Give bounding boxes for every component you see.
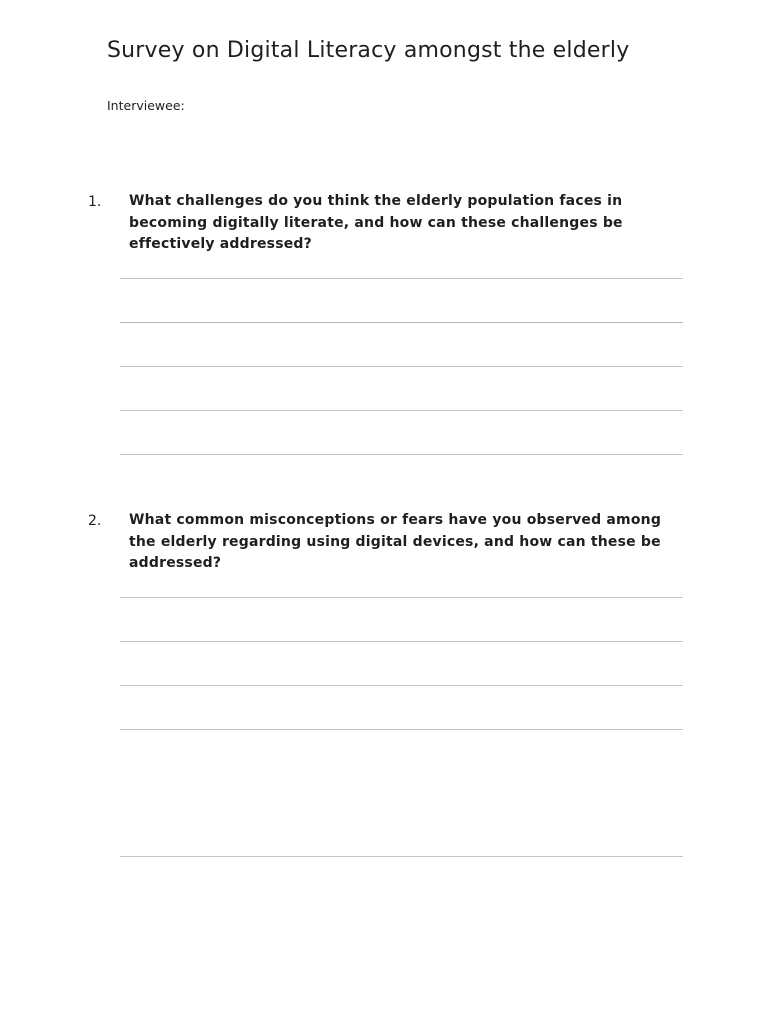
answer-line-2-4[interactable] [120, 729, 683, 730]
answer-line-1-2[interactable] [120, 322, 683, 323]
interviewee-label: Interviewee: [107, 98, 185, 113]
question-2-text: What common misconceptions or fears have you observed among the elderly regarding using digital devices, and how can these be addressed? [129, 512, 662, 571]
question-1-number: 1. [88, 194, 102, 210]
answer-line-1-4[interactable] [120, 410, 683, 411]
answer-line-2-2[interactable] [120, 641, 683, 642]
answer-line-1-3[interactable] [120, 366, 683, 367]
answer-line-2-1[interactable] [120, 597, 683, 598]
answer-line-1-1[interactable] [120, 278, 683, 279]
answer-line-1-5[interactable] [120, 454, 683, 455]
answer-line-2-5[interactable] [120, 856, 683, 857]
question-1-text: What challenges do you think the elderly population faces in becoming digitally literate, and how can these challenges be effectively addressed? [129, 193, 623, 252]
question-2-number: 2. [88, 513, 102, 529]
answer-line-2-3[interactable] [120, 685, 683, 686]
page-title: Survey on Digital Literacy amongst the elderly [107, 38, 630, 63]
